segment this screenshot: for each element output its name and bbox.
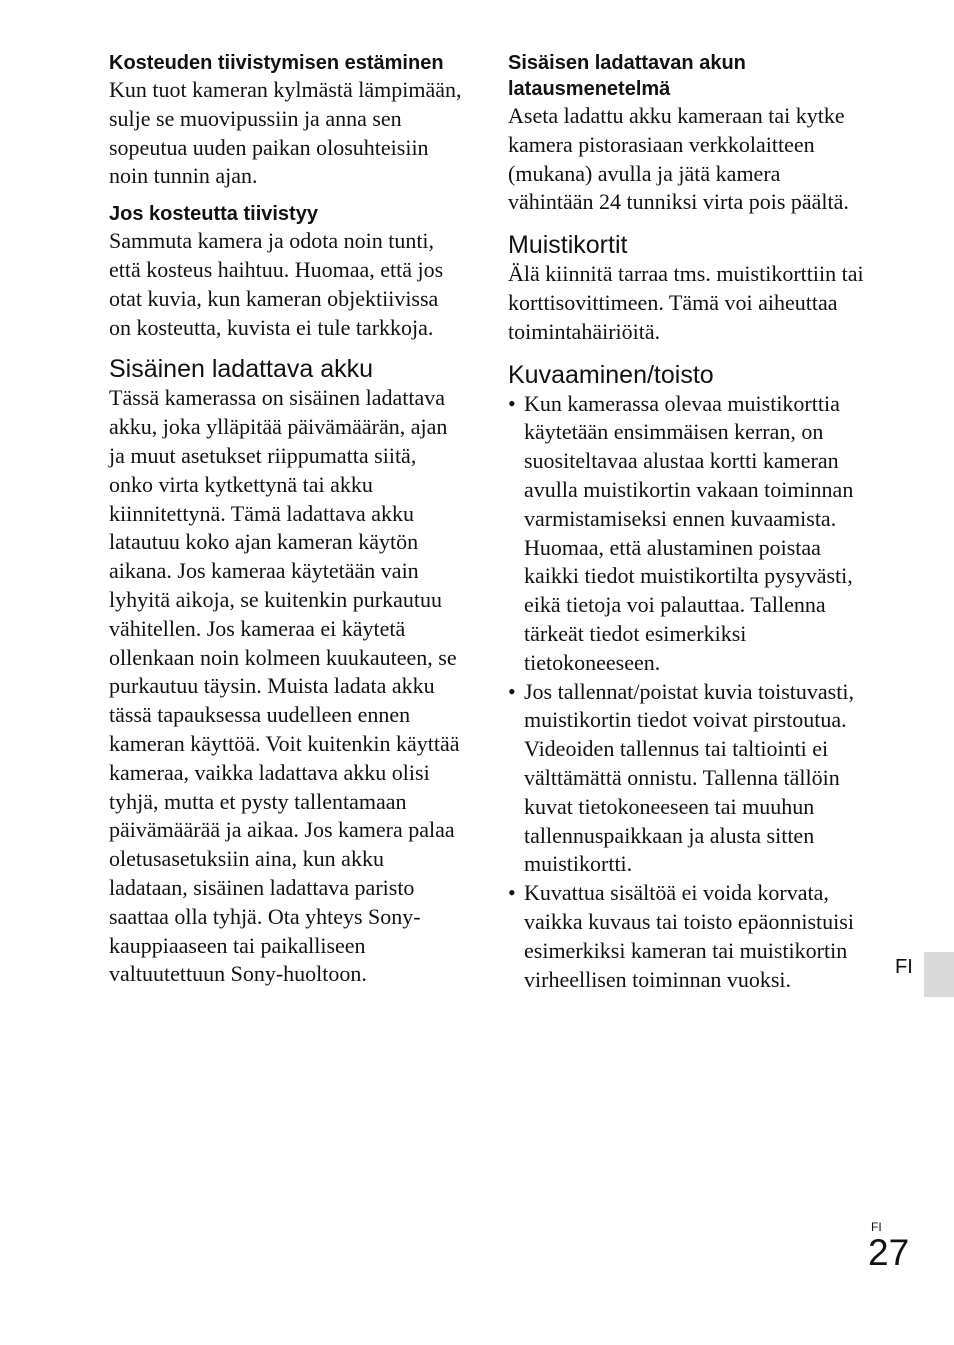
right-column: [508, 50, 868, 994]
page-number: 27: [868, 1232, 910, 1273]
section-body-battery-charging: Aseta ladattu akku kameraan tai kytke kamera pistorasiaan verkkolaitteen (mukana) avulla ja jätä kamera vähintään 24 tunniksi virta pois päältä.: [508, 103, 849, 215]
section-body-internal-battery: Tässä kamerassa on sisäinen ladattava akku, joka ylläpitää päivämäärän, ajan ja muut asetukset riippumatta siitä, onko virta kytkettynä tai akku kiinnitettynä. Tämä ladattava akku latautuu koko ajan kameran käytön aikana. Jos kameraa käytetään vain lyhyitä aikoja, se kuitenkin purkautuu vähitellen. Jos kameraa ei käytetä ollenkaan noin kolmeen kuukauteen, se purkautuu täysin. Muista ladata akku tässä tapauksessa uudelleen ennen kameran käyttöä. Voit kuitenkin käyttää kameraa, vaikka ladattava akku olisi tyhjä, mutta et pysty tallentamaan päivämäärää ja aikaa. Jos kamera palaa oletusasetuksiin aina, kun akku ladataan, sisäinen ladattava paristo saattaa olla tyhjä. Ota yhteys Sony-kauppiaaseen tai paikalliseen valtuutettuun Sony-huoltoon.: [109, 385, 460, 987]
left-column: [109, 50, 464, 989]
list-item-text: Kun kamerassa olevaa muistikorttia käytetään ensimmäisen kerran, on suositeltavaa alustaa kortti kameran avulla muistikortin vakaan toiminnan varmistamiseksi ennen kuvaamista. Huomaa, että alustaminen poistaa kaikki tiedot muistikortilta pysyvästi, eikä tietoja voi palauttaa. Tallenna tärkeät tiedot esimerkiksi tietokoneeseen.: [524, 390, 854, 675]
section-body-if-condensation: Sammuta kamera ja odota noin tunti, että kosteus haihtuu. Huomaa, että jos otat kuvia, kun kameran objektiivissa on kosteutta, kuvista ei tule tarkkoja.: [109, 228, 444, 340]
list-item: [508, 879, 868, 994]
section-heading-shooting-playback: Kuvaaminen/toisto: [508, 360, 714, 389]
section-title-battery-charging: Sisäisen ladattavan akun latausmenetelmä: [508, 52, 746, 100]
bullet-marker: •: [508, 678, 516, 704]
shooting-playback-list: [508, 390, 868, 995]
section-heading-memory-cards: Muistikortit: [508, 231, 628, 260]
footer-language-code: FI: [871, 1220, 882, 1234]
section-body-memory-cards: Älä kiinnitä tarraa tms. muistikorttiin tai korttisovittimeen. Tämä voi aiheuttaa toimintahäiriöitä.: [508, 261, 864, 344]
bullet-marker: •: [508, 390, 516, 416]
section-title-if-condensation: Jos kosteutta tiivistyy: [109, 203, 318, 226]
language-side-tab: [924, 952, 954, 997]
section-heading-internal-battery: Sisäinen ladattava akku: [109, 355, 374, 384]
list-item-text: Jos tallennat/poistat kuvia toistuvasti, muistikortin tiedot voivat pirstoutua. Videoiden tallennus tai taltiointi ei välttämättä onnistu. Tallenna tällöin kuvat tietokoneeseen tai muuhun tallennuspaikkaan ja alusta sitten muistikortti.: [524, 678, 854, 877]
list-item-text: Kuvattua sisältöä ei voida korvata, vaikka kuvaus tai toisto epäonnistuisi esimerkiksi kameran tai muistikortin virheellisen toiminnan vuoksi.: [524, 880, 854, 992]
list-item: [508, 390, 868, 678]
section-body-condensation-prevention: Kun tuot kameran kylmästä lämpimään, sulje se muovipussiin ja anna sen sopeutua uuden paikan olosuhteisiin noin tunnin ajan.: [109, 77, 462, 189]
list-item: [508, 678, 868, 880]
bullet-marker: •: [508, 880, 516, 906]
section-title-condensation-prevention: Kosteuden tiivistymisen estäminen: [109, 52, 444, 74]
language-side-tab-label: FI: [895, 956, 913, 978]
